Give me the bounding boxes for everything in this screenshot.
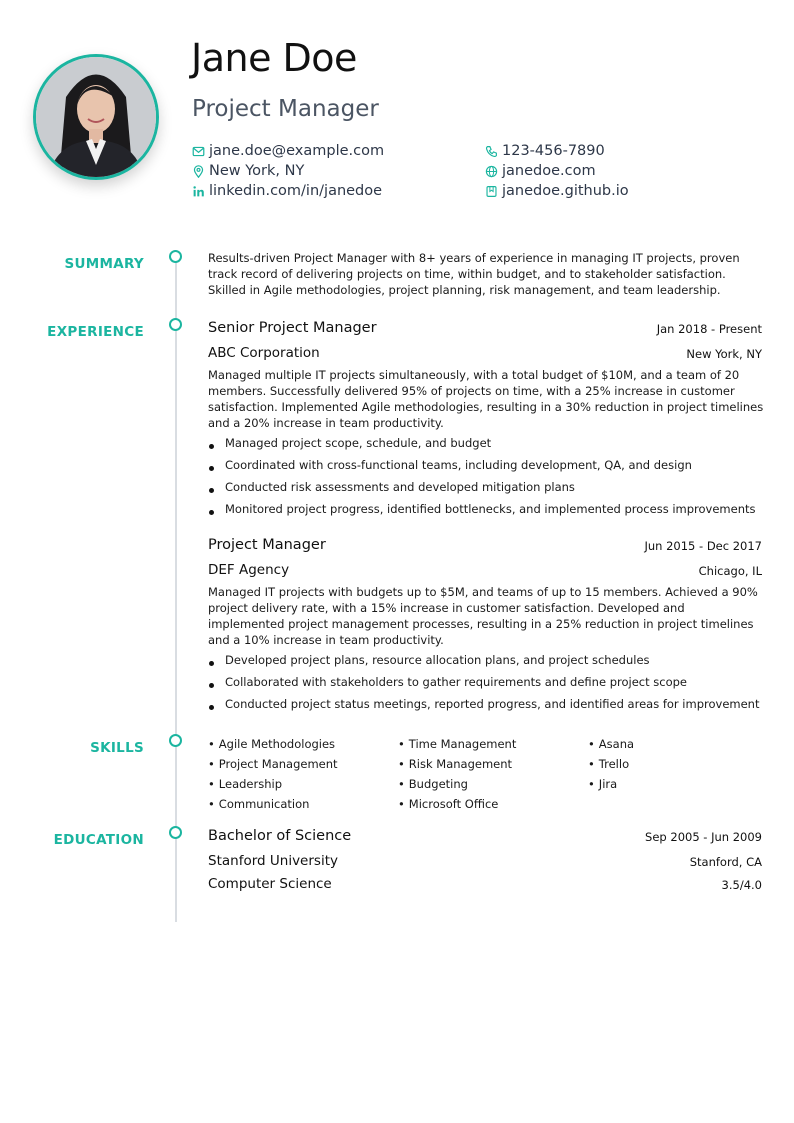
skill-item: • Microsoft Office [398, 797, 499, 811]
linkedin-text: linkedin.com/in/janedoe [209, 183, 383, 199]
job-dates: Jun 2015 - Dec 2017 [644, 539, 762, 553]
job-bullets [208, 652, 764, 718]
skill-item: • Project Management [208, 757, 338, 771]
skills-heading: SKILLS [90, 740, 144, 756]
list-item: Coordinated with cross-functional teams, including development, QA, and design [208, 457, 764, 479]
degree-title: Bachelor of Science [208, 828, 352, 844]
job-description: Managed IT projects with budgets up to $5M, and teams of up to 15 members. Achieved a 90% project delivery rate, with a 15% increase in customer satisfaction. Developed and implemented project management processes, resulting in a 25% reduction in project timelines and a 10% increase in team productivity. [208, 585, 758, 647]
timeline-line [175, 262, 177, 922]
job-title: Project Manager [208, 537, 326, 553]
location-text: New York, NY [209, 163, 305, 179]
job-dates: Jan 2018 - Present [656, 322, 762, 336]
field-of-study: Computer Science [208, 876, 332, 892]
phone-icon [485, 145, 498, 158]
job-title: Senior Project Manager [208, 320, 377, 336]
education-timeline-dot [169, 826, 182, 839]
linkedin-icon [192, 185, 205, 198]
list-item: Collaborated with stakeholders to gather requirements and define project scope [208, 674, 764, 696]
mail-icon [192, 145, 205, 158]
job-description: Managed multiple IT projects simultaneously, with a total budget of $10M, and a team of 20 members. Successfully delivered 95% of projects on time, with a 25% increase in customer satisfaction. Implemented Agile methodologies, resulting in a 30% reduction in project timelines and a 20% increase in team productivity. [208, 368, 764, 430]
summary-heading: SUMMARY [64, 256, 144, 272]
skill-item: • Trello [588, 757, 630, 771]
list-item: Conducted project status meetings, reported progress, and identified areas for improvement [208, 696, 764, 718]
school-location: Stanford, CA [689, 855, 762, 869]
skill-item: • Risk Management [398, 757, 513, 771]
candidate-title: Project Manager [192, 96, 379, 122]
job-bullets [208, 435, 764, 523]
contact-location [192, 163, 304, 179]
list-item: Managed project scope, schedule, and budget [208, 435, 764, 457]
job-location: Chicago, IL [698, 564, 762, 578]
profile-photo-illustration [36, 57, 156, 177]
skill-item: • Budgeting [398, 777, 468, 791]
profile-photo [33, 54, 159, 180]
experience-heading: EXPERIENCE [47, 324, 144, 340]
skill-item: • Agile Methodologies [208, 737, 336, 751]
skill-item: • Leadership [208, 777, 283, 791]
job-company: ABC Corporation [208, 345, 320, 361]
github-text: janedoe.github.io [502, 183, 629, 199]
skill-item: • Time Management [398, 737, 517, 751]
website-text: janedoe.com [502, 163, 596, 179]
experience-timeline-dot [169, 318, 182, 331]
list-item: Conducted risk assessments and developed mitigation plans [208, 479, 764, 501]
skill-item: • Jira [588, 777, 618, 791]
candidate-name: Jane Doe [191, 36, 357, 80]
skills-column-2 [398, 734, 516, 814]
contact-website[interactable] [485, 163, 596, 179]
list-item: Monitored project progress, identified bottlenecks, and implemented process improvements [208, 501, 764, 523]
skill-item: • Asana [588, 737, 635, 751]
summary-timeline-dot [169, 250, 182, 263]
education-dates: Sep 2005 - Jun 2009 [645, 830, 762, 844]
gpa: 3.5/4.0 [721, 878, 762, 892]
school-name: Stanford University [208, 853, 338, 869]
contact-github[interactable] [485, 183, 629, 199]
summary-text: Results-driven Project Manager with 8+ years of experience in managing IT projects, proven track record of delivering projects on time, within budget, and to stakeholder satisfaction. Skilled in Agile methodologies, project planning, risk management, and team leadership. [208, 251, 740, 297]
globe-icon [485, 165, 498, 178]
contact-email[interactable] [192, 143, 384, 159]
skills-timeline-dot [169, 734, 182, 747]
skill-item: • Communication [208, 797, 310, 811]
skills-column-3 [588, 734, 634, 794]
education-heading: EDUCATION [53, 832, 144, 848]
contact-linkedin[interactable] [192, 183, 382, 199]
phone-text: 123-456-7890 [502, 143, 605, 159]
map-pin-icon [192, 165, 205, 178]
contact-phone[interactable] [485, 143, 605, 159]
job-location: New York, NY [686, 347, 762, 361]
skills-column-1 [208, 734, 338, 814]
email-text: jane.doe@example.com [209, 143, 385, 159]
list-item: Developed project plans, resource allocation plans, and project schedules [208, 652, 764, 674]
job-company: DEF Agency [208, 562, 290, 578]
github-icon [485, 185, 498, 198]
